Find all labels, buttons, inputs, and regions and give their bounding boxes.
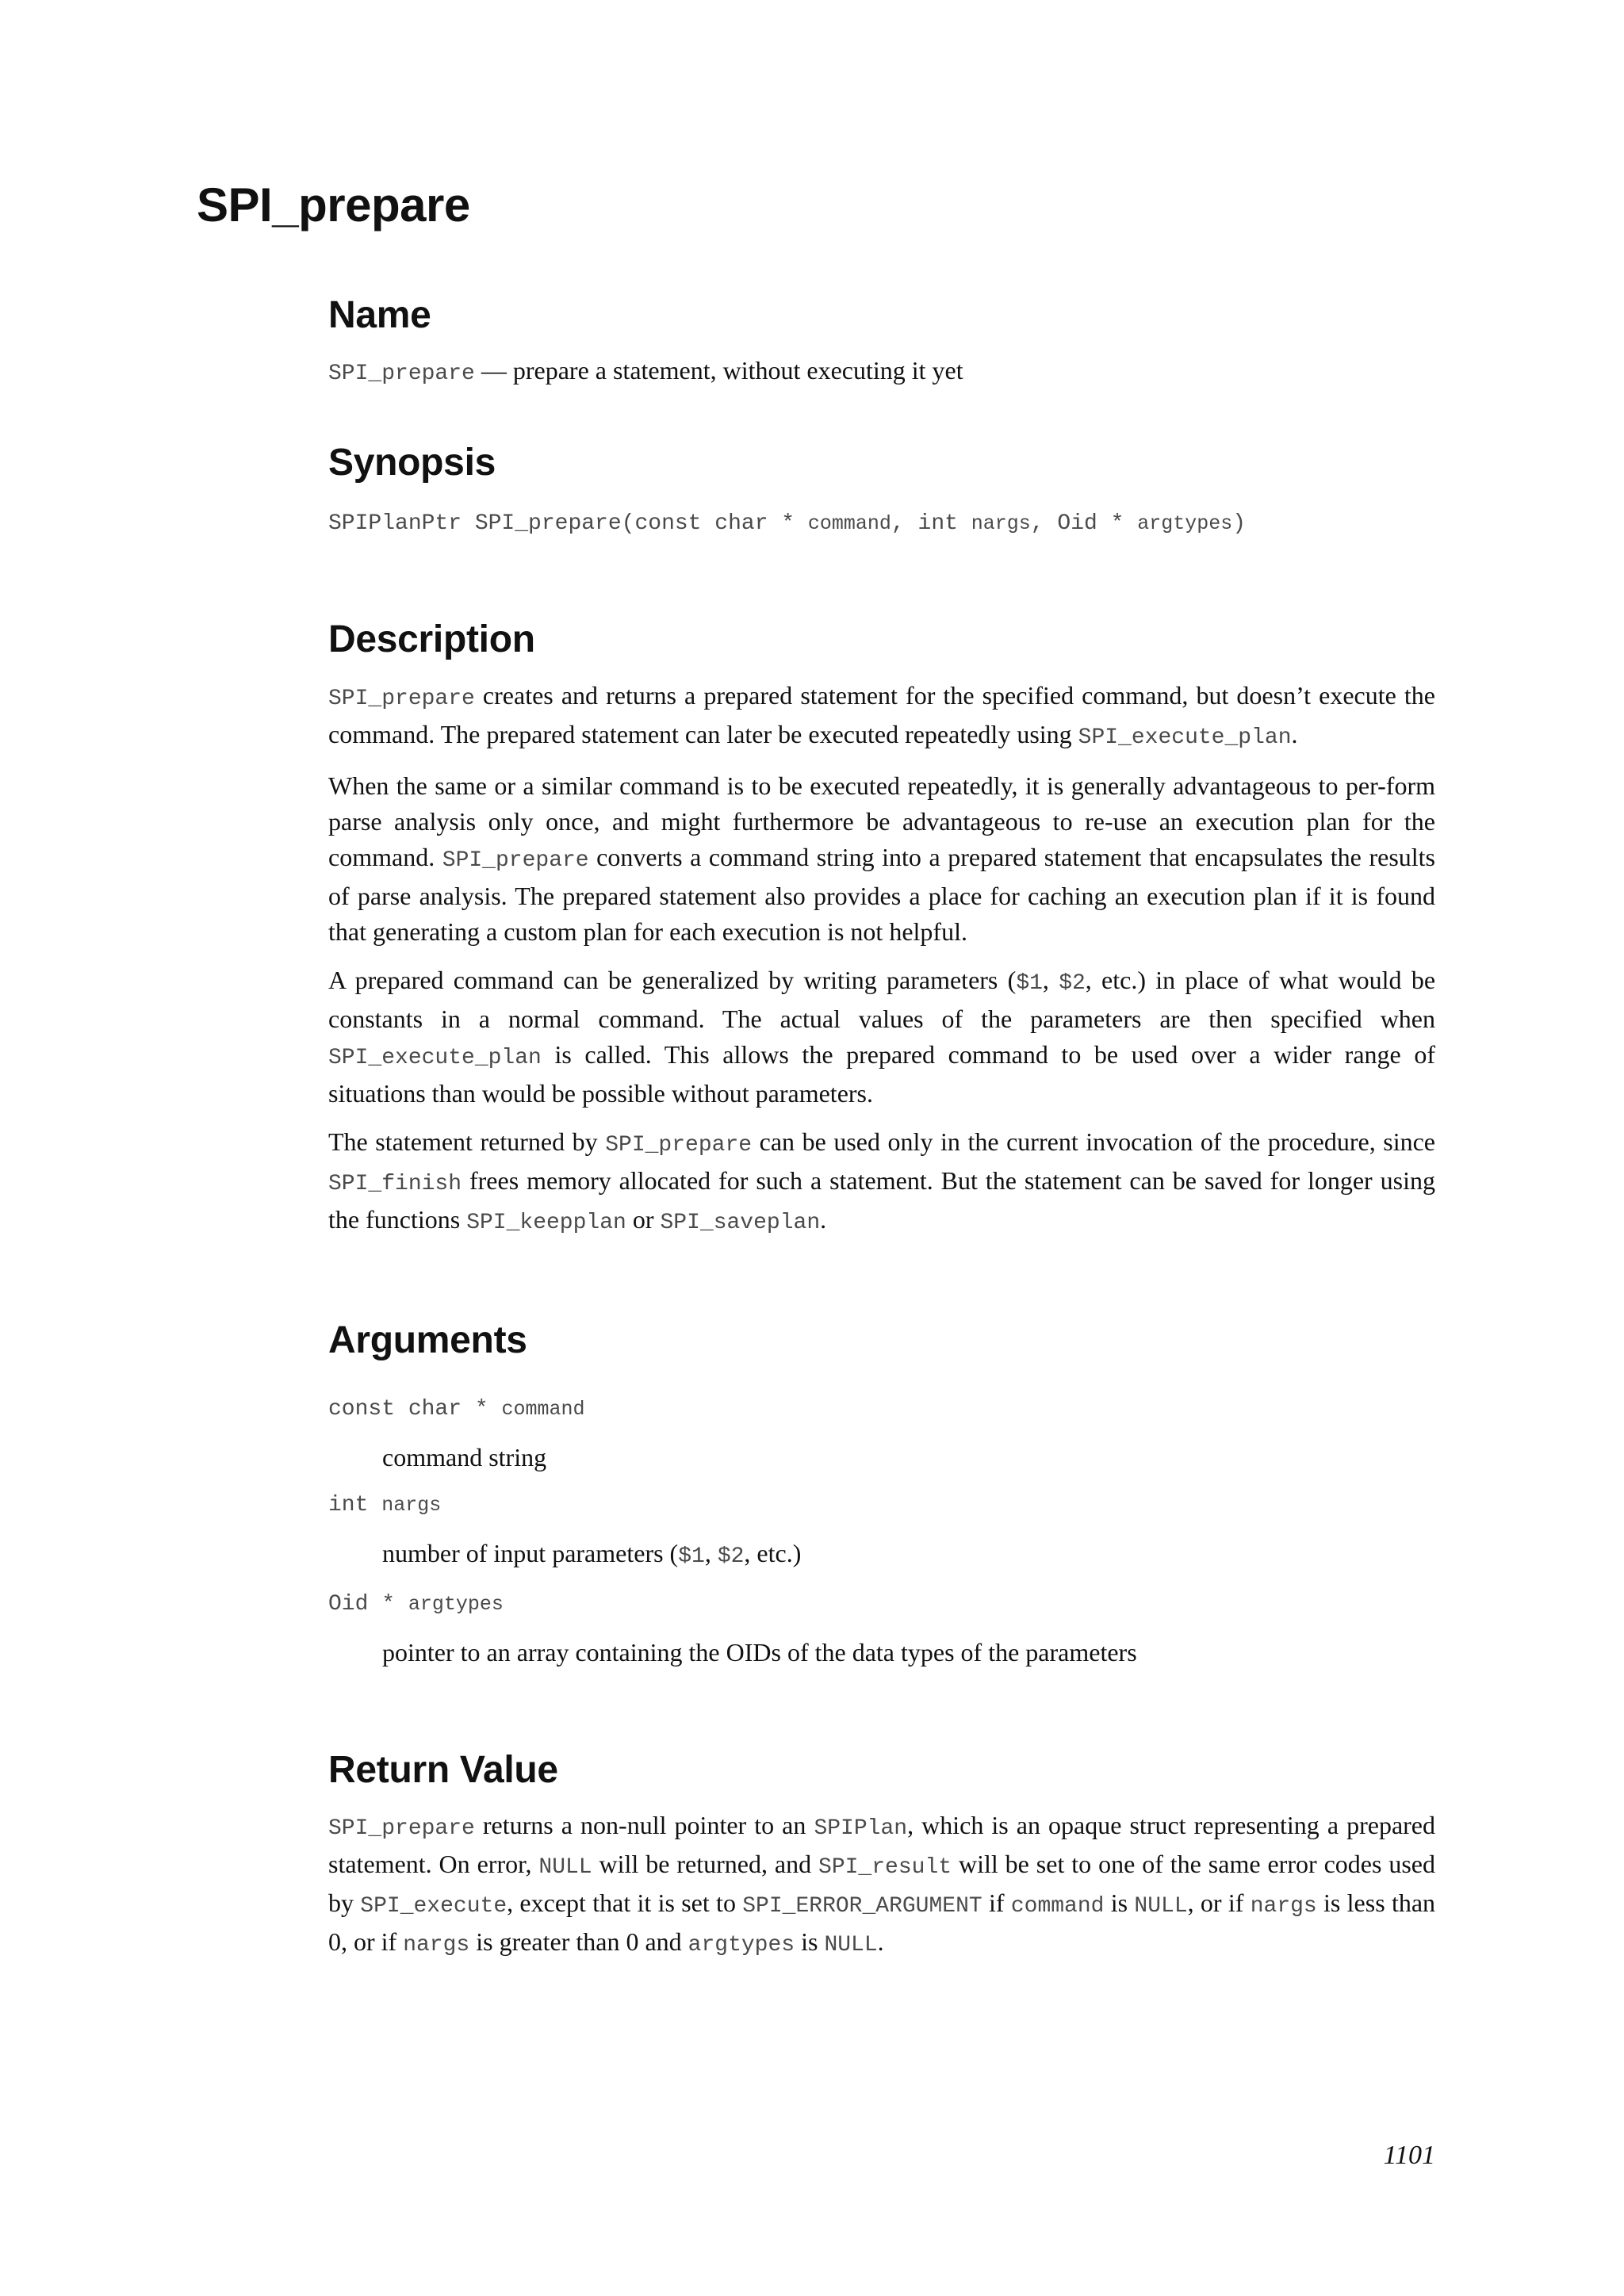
text: Oid * (328, 1591, 408, 1617)
text: is (1104, 1888, 1135, 1917)
name-function: SPI_prepare (328, 362, 475, 387)
arguments-heading: Arguments (328, 1318, 527, 1361)
text: argtypes (408, 1592, 504, 1616)
synopsis-signature (328, 508, 1435, 540)
text: The statement returned by (328, 1127, 606, 1156)
description-paragraph-2 (328, 768, 1435, 950)
return-value-heading: Return Value (328, 1748, 558, 1791)
page-title: SPI_prepare (197, 178, 470, 232)
text: if (982, 1888, 1011, 1917)
text: nargs (381, 1493, 442, 1517)
text: When the same or a similar command is to be executed repeatedly, it is generally advantageous to per-form parse analysis only once, and might furthermore be advantageous to re-use an execution plan for the command. (328, 771, 1435, 871)
text: command (1010, 1893, 1105, 1919)
text: number of input parameters ( (382, 1538, 679, 1567)
text: command (501, 1397, 585, 1421)
text: , which is an opaque struct representing a prepared statement. On error, (328, 1810, 1436, 1878)
text: or (626, 1204, 661, 1234)
arguments-section (328, 1318, 1435, 1670)
synopsis-param-nargs: nargs (971, 512, 1031, 536)
reference-content (328, 293, 1435, 1963)
argument-term-nargs (328, 1490, 1435, 1521)
text: returns a non-null pointer to an (474, 1810, 814, 1839)
text: SPIPlan (814, 1816, 908, 1841)
text: is less than 0, or if (328, 1888, 1436, 1956)
text: nargs (1250, 1893, 1317, 1919)
name-line (328, 353, 1435, 392)
text: SPI_ERROR_ARGUMENT (742, 1893, 982, 1919)
return-value-section (328, 1748, 1435, 1963)
text: $2 (717, 1544, 745, 1569)
code-spi-execute-plan: SPI_execute_plan (328, 1045, 542, 1070)
text: , etc.) (744, 1538, 802, 1567)
text: nargs (403, 1932, 470, 1957)
text: SPI_result (818, 1854, 952, 1880)
name-section (328, 293, 1435, 392)
text: . (820, 1204, 827, 1234)
synopsis-prefix: SPIPlanPtr SPI_prepare(const char * (328, 511, 808, 537)
code-spi-saveplan: SPI_saveplan (660, 1210, 821, 1235)
return-value-paragraph (328, 1808, 1435, 1963)
synopsis-section (328, 441, 1435, 540)
text: . (1291, 719, 1298, 748)
text: SPI_prepare (328, 1816, 475, 1841)
text: creates and returns a prepared statement for the specified command, but doesn’t execute the command. The prepared statement can later be executed repeatedly using (328, 680, 1435, 748)
synopsis-sep-1: , int (891, 511, 971, 537)
name-heading: Name (328, 294, 431, 336)
text: can be used only in the current invocation of the procedure, since (752, 1127, 1436, 1156)
text: is called. This allows the prepared command to be used over a wider range of situations than would be possible without parameters. (328, 1039, 1435, 1108)
synopsis-param-command: command (807, 512, 891, 536)
code-spi-prepare: SPI_prepare (442, 848, 589, 873)
name-dash: — (474, 356, 513, 385)
text: converts a command string into a prepared statement that encapsulates the results of parse analysis. The prepared statement also provides a place for caching an execution plan if it is found that generating a custom plan for each execution is not helpful. (328, 842, 1436, 946)
text: argtypes (688, 1932, 795, 1957)
text: NULL (824, 1932, 878, 1957)
code-param-1: $1 (1016, 970, 1043, 996)
text: , (1042, 965, 1059, 994)
text: A prepared command can be generalized by writing parameters ( (328, 965, 1017, 994)
code-spi-prepare: SPI_prepare (605, 1132, 753, 1158)
description-paragraph-4 (328, 1124, 1435, 1241)
name-purpose: prepare a statement, without executing it yet (512, 356, 963, 385)
text: is greater than 0 and (469, 1927, 688, 1956)
text: will be set to one of the same error codes used by (328, 1849, 1435, 1917)
page-number: 1101 (1383, 2141, 1435, 2170)
code-spi-finish: SPI_finish (328, 1171, 462, 1196)
argument-desc-command: command string (382, 1442, 547, 1471)
description-paragraph-3 (328, 962, 1435, 1112)
description-heading: Description (328, 618, 535, 661)
text: int (328, 1492, 382, 1517)
description-paragraph-1 (328, 678, 1435, 756)
argument-term-command (328, 1394, 1435, 1425)
code-param-2: $2 (1059, 970, 1086, 996)
text: will be returned, and (592, 1849, 819, 1878)
text: . (877, 1927, 884, 1956)
argument-desc-argtypes: pointer to an array containing the OIDs of the data types of the parameters (382, 1637, 1137, 1667)
text: SPI_execute (360, 1893, 508, 1919)
synopsis-sep-2: , Oid * (1030, 511, 1138, 537)
text: , or if (1187, 1888, 1251, 1917)
text: const char * (328, 1396, 502, 1422)
text: NULL (538, 1854, 592, 1880)
synopsis-param-argtypes: argtypes (1137, 512, 1233, 536)
synopsis-suffix: ) (1232, 511, 1247, 537)
text: , etc.) in place of what would be constants in a normal command. The actual values of the parameters are then specified when (328, 965, 1436, 1033)
argument-desc-nargs (382, 1536, 1435, 1575)
description-section (328, 618, 1435, 1240)
text: NULL (1134, 1893, 1188, 1919)
synopsis-heading: Synopsis (328, 442, 496, 484)
text: , except that it is set to (507, 1888, 743, 1917)
text: frees memory allocated for such a statement. But the statement can be saved for longer using the functions (328, 1165, 1435, 1234)
code-spi-prepare: SPI_prepare (328, 686, 475, 711)
code-spi-execute-plan: SPI_execute_plan (1078, 725, 1292, 750)
text: $1 (678, 1544, 705, 1569)
text: , (704, 1538, 718, 1567)
argument-term-argtypes (328, 1589, 1435, 1621)
code-spi-keepplan: SPI_keepplan (466, 1210, 626, 1235)
text: is (795, 1927, 825, 1956)
